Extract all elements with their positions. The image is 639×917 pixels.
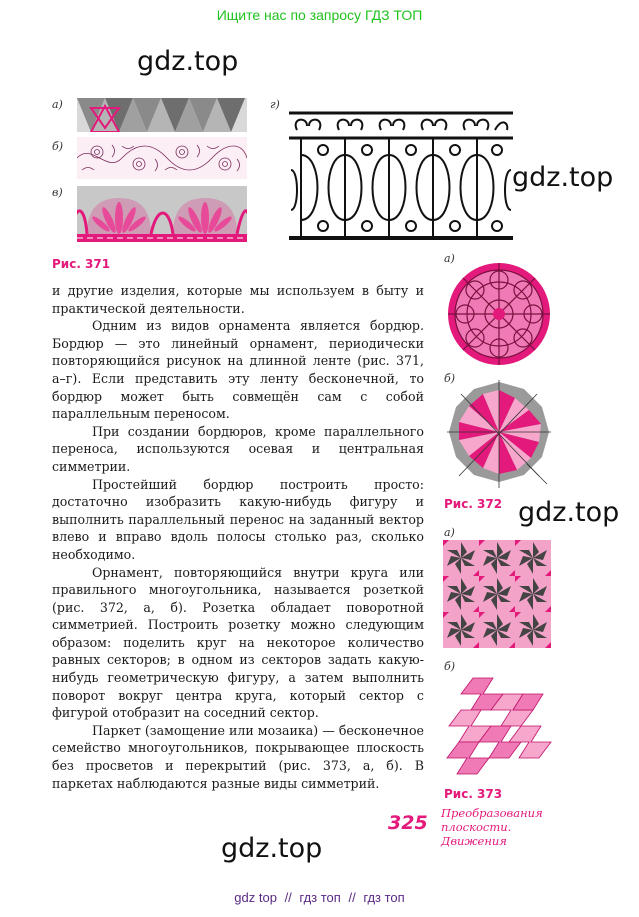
search-banner[interactable]: Ищите нас по запросу ГДЗ ТОП [216, 7, 423, 23]
paragraph: Паркет (замощение или мозаика) — бесконечное семейство многоугольников, покрывающее плоскость без просветов и перекрытий (рис. 373, а, б). В паркетах наблюдаются разные виды симметрий. [52, 722, 424, 791]
fig371-label-b: б) [52, 140, 64, 153]
footer-separator: // [284, 890, 292, 905]
fig372-label-b: б) [444, 372, 456, 385]
border-triangles-image [77, 98, 247, 132]
fig371-label-v: в) [52, 186, 63, 199]
watermark: gdz.top [512, 162, 614, 193]
paragraph: Орнамент, повторяющийся внутри круга или правильного многоугольника, называется розеткой (рис. 372, а, б). Розетка обладает поворотной симметрией. Построить розетку можно следующим образом: поделить круг на некоторое количество равных секторов; в одном из секторов задать какую-нибудь геометрическую фигуру, а затем выполнить поворот вокруг центра круга, который сектор с фигурой отобразит на соседний сектор. [52, 564, 424, 721]
main-text [52, 282, 424, 792]
rosette-polygon-image [447, 380, 551, 490]
watermark: gdz.top [221, 833, 323, 864]
fig373-label-a: а) [444, 526, 455, 539]
fig371-label-g: г) [270, 98, 280, 111]
border-palmette-image [77, 186, 247, 242]
watermark: gdz.top [518, 497, 620, 528]
border-floral-image [77, 137, 247, 179]
fig373-caption: Рис. 373 [444, 787, 503, 801]
section-title [441, 806, 543, 848]
fig371-label-a: а) [52, 98, 63, 111]
footer-link[interactable]: гдз топ [299, 890, 341, 905]
fig372-label-a: а) [444, 252, 455, 265]
page-number: 325 [388, 812, 428, 834]
footer-link[interactable]: gdz top [234, 890, 277, 905]
footer-separator: // [348, 890, 356, 905]
section-title-line: Преобразования [441, 806, 543, 820]
rosette-circle-image [447, 262, 551, 366]
footer-link[interactable]: гдз топ [363, 890, 405, 905]
parquet-zigzag-image [443, 674, 553, 778]
paragraph: и другие изделия, которые мы используем в быту и практической деятельности. [52, 283, 424, 316]
fig373-label-b: б) [444, 660, 456, 673]
watermark: gdz.top [137, 46, 239, 77]
paragraph: При создании бордюров, кроме параллельного переноса, используются осевая и центральная симметрии. [52, 423, 424, 474]
paragraph: Одним из видов орнамента является бордюр. Бордюр — это линейный орнамент, периодически повторяющийся рисунок на длинной ленте (рис. 371, а–г). Если представить эту ленту бесконечной, то бордюр может быть совмещён сам с собой параллельным переносом. [52, 318, 424, 422]
footer-links [0, 890, 639, 905]
section-title-line: Движения [441, 834, 507, 848]
parquet-pattern-image [443, 540, 551, 648]
paragraph: Простейший бордюр построить просто: достаточно изобразить какую-нибудь фигуру и выполнить параллельный перенос на заданный вектор влево и вправо вдоль полосы столько раз, сколько необходимо. [52, 476, 424, 562]
fig372-caption: Рис. 372 [444, 497, 503, 511]
section-title-line: плоскости. [441, 820, 512, 834]
fig371-caption: Рис. 371 [52, 257, 111, 271]
border-iron-fence-image [289, 110, 513, 244]
